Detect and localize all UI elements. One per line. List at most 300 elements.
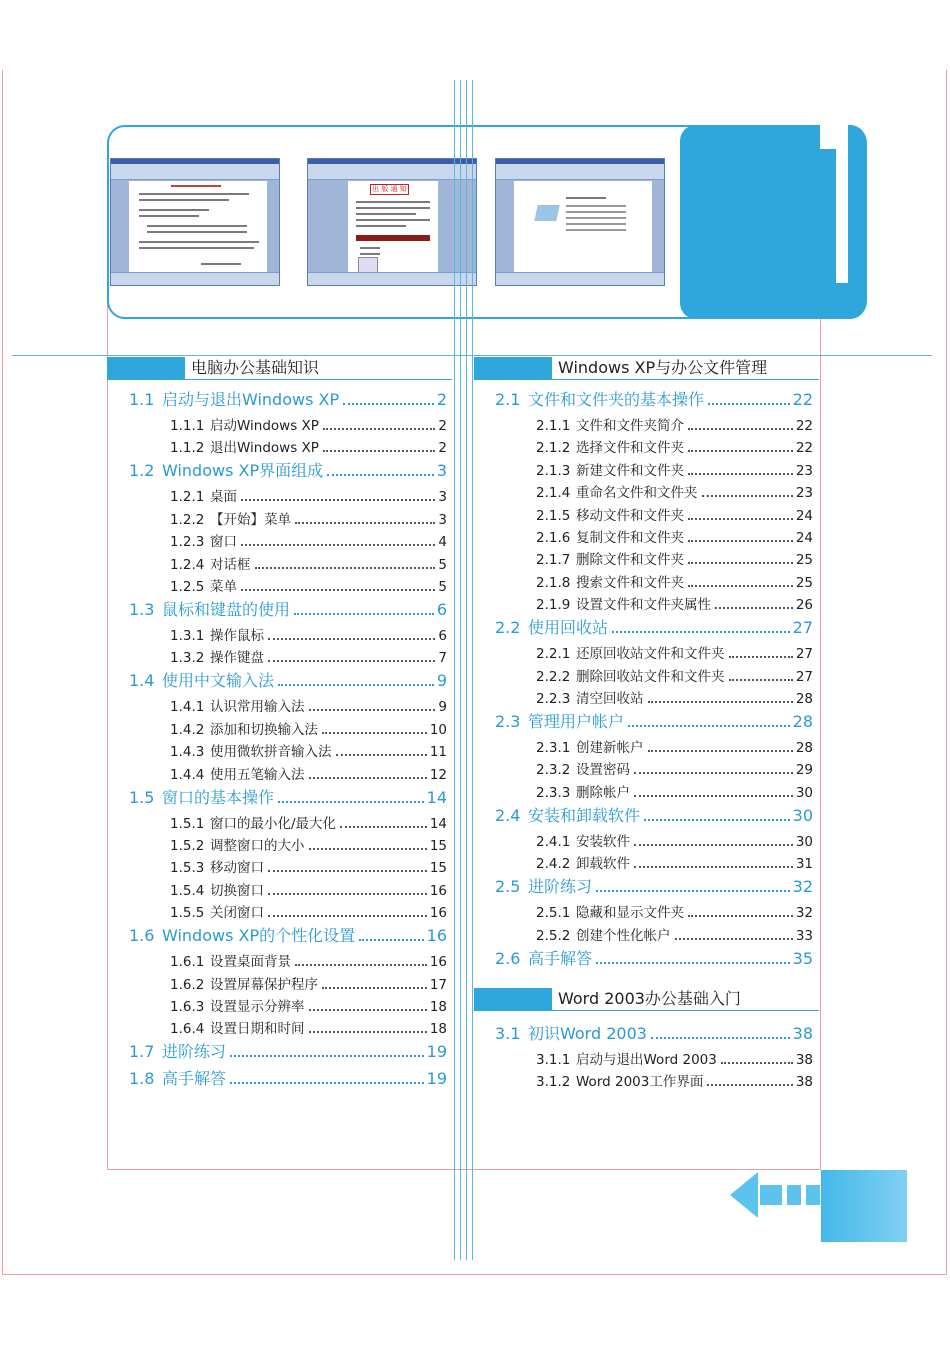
toc-leader-dots <box>278 801 424 803</box>
toc-leader-dots <box>729 656 793 658</box>
toc-title: 复制文件和文件夹 <box>576 530 684 546</box>
toc-leader-dots <box>634 844 793 846</box>
toc-number: 2.2.3 <box>536 691 571 707</box>
toc-number: 1.5.5 <box>170 905 205 922</box>
toc-leader-dots <box>688 428 793 430</box>
back-arrow-icon <box>730 1170 825 1220</box>
toc-number: 3.1 <box>495 1024 521 1043</box>
toc-title: 切换窗口 <box>210 882 264 899</box>
toc-subsection <box>170 553 447 573</box>
toc-subsection <box>536 414 813 434</box>
toc-leader-dots <box>241 499 435 501</box>
toc-leader-dots <box>340 826 427 828</box>
toc-page-number: 3 <box>438 489 447 506</box>
toc-leader-dots <box>729 679 793 681</box>
toc-page-number: 14 <box>426 787 447 807</box>
toc-number: 2.1.5 <box>536 507 571 524</box>
toc-number: 2.1.1 <box>536 418 571 434</box>
toc-leader-dots <box>688 473 793 475</box>
toc-title: 【开始】菜单 <box>210 511 291 528</box>
toc-section <box>129 1039 447 1061</box>
toc-subsection <box>536 687 813 707</box>
toc-number: 1.7 <box>129 1042 155 1062</box>
toc-leader-dots <box>688 518 793 520</box>
toc-title: 使用中文输入法 <box>162 671 275 691</box>
toc-title: 进阶练习 <box>162 1042 227 1062</box>
toc-leader-dots <box>309 1031 427 1033</box>
toc-leader-dots <box>241 544 435 546</box>
toc-section <box>129 668 447 690</box>
toc-leader-dots <box>336 754 427 756</box>
toc-page-number: 26 <box>795 597 813 614</box>
toc-subsection <box>170 856 447 876</box>
toc-title: 搜索文件和文件夹 <box>576 574 684 591</box>
toc-number: 2.4 <box>495 805 521 825</box>
toc-title: 还原回收站文件和文件夹 <box>576 646 725 663</box>
toc-subsection <box>536 758 813 778</box>
toc-title: 使用回收站 <box>528 618 609 638</box>
toc-title: 使用五笔输入法 <box>210 766 305 783</box>
toc-title: 清空回收站 <box>576 691 644 707</box>
toc-page-number: 30 <box>795 833 813 850</box>
toc-subsection <box>536 436 813 456</box>
toc-page-number: 9 <box>438 699 447 716</box>
toc-page-number: 7 <box>438 650 447 667</box>
toc-section <box>495 874 813 896</box>
toc-number: 2.3.2 <box>536 762 571 779</box>
toc-title: 窗口的基本操作 <box>162 787 275 807</box>
toc-page-number: 29 <box>795 762 813 779</box>
toc-leader-dots <box>278 684 434 686</box>
toc-title: 安装软件 <box>576 833 630 850</box>
toc-page-number: 28 <box>795 691 813 707</box>
toc-page-number: 38 <box>792 1024 813 1043</box>
toc-number: 2.3.1 <box>536 740 571 756</box>
toc-number: 1.2.4 <box>170 556 205 573</box>
toc-title: 设置桌面背景 <box>210 954 291 971</box>
toc-number: 1.2.2 <box>170 511 205 528</box>
chapter-1-header <box>107 357 452 380</box>
toc-page-number: 17 <box>429 976 447 993</box>
toc-number: 1.1.1 <box>170 418 205 434</box>
chapter-3-header <box>474 988 819 1011</box>
toc-leader-dots <box>322 732 427 734</box>
spine-line-4 <box>472 80 473 1260</box>
toc-title: 窗口 <box>210 534 237 551</box>
toc-title: 认识常用输入法 <box>210 699 305 716</box>
toc-number: 2.1.6 <box>536 530 571 546</box>
toc-subsection <box>536 736 813 756</box>
toc-subsection <box>536 571 813 591</box>
toc-page-number: 24 <box>795 507 813 524</box>
toc-page-number: 28 <box>795 740 813 756</box>
toc-number: 2.1.9 <box>536 597 571 614</box>
toc-number: 1.3.2 <box>170 650 205 667</box>
toc-leader-dots <box>309 709 436 711</box>
toc-title: 操作键盘 <box>210 650 264 667</box>
toc-page-number: 27 <box>795 668 813 685</box>
toc-subsection <box>536 593 813 613</box>
toc-number: 2.1.8 <box>536 574 571 591</box>
toc-leader-dots <box>634 866 793 868</box>
crop-line-bottom <box>2 1274 947 1275</box>
toc-leader-dots <box>707 1084 792 1086</box>
toc-leader-dots <box>648 750 793 752</box>
toc-subsection <box>170 718 447 738</box>
crop-line-right <box>946 70 947 1275</box>
toc-number: 1.4.3 <box>170 744 205 761</box>
toc-title: 删除帐户 <box>576 784 630 801</box>
toc-title: 文件和文件夹的基本操作 <box>528 390 705 409</box>
toc-title: 删除文件和文件夹 <box>576 552 684 569</box>
toc-leader-dots <box>327 474 434 476</box>
toc-leader-dots <box>648 701 793 703</box>
toc-number: 1.2.5 <box>170 579 205 595</box>
toc-page-number: 27 <box>795 646 813 663</box>
toc-title: Word 2003工作界面 <box>576 1074 704 1091</box>
toc-leader-dots <box>359 939 424 941</box>
toc-page-number: 24 <box>795 530 813 546</box>
toc-title: 启动与退出Word 2003 <box>576 1052 717 1068</box>
toc-title: 高手解答 <box>528 948 593 968</box>
toc-page-number: 5 <box>438 556 447 573</box>
toc-title: 桌面 <box>210 489 237 506</box>
toc-subsection <box>536 901 813 921</box>
toc-leader-dots <box>634 772 793 774</box>
toc-number: 2.4.1 <box>536 833 571 850</box>
toc-leader-dots <box>596 962 790 964</box>
toc-page-number: 4 <box>438 534 447 551</box>
toc-page-number: 15 <box>429 860 447 877</box>
toc-page-number: 35 <box>792 948 813 968</box>
toc-leader-dots <box>675 938 793 940</box>
toc-number: 1.6.2 <box>170 976 205 993</box>
toc-number: 1.6.3 <box>170 999 205 1015</box>
toc-section <box>495 387 813 409</box>
toc-leader-dots <box>343 403 434 405</box>
toc-title: 设置文件和文件夹属性 <box>576 597 711 614</box>
toc-page-number: 3 <box>438 511 447 528</box>
toc-page-number: 5 <box>438 579 447 595</box>
toc-page-number: 10 <box>429 721 447 738</box>
toc-page-number: 27 <box>792 618 813 638</box>
toc-subsection <box>536 852 813 872</box>
toc-title: 菜单 <box>210 579 237 595</box>
toc-subsection <box>536 548 813 568</box>
toc-subsection <box>536 526 813 546</box>
toc-subsection <box>536 459 813 479</box>
toc-leader-dots <box>612 631 790 633</box>
toc-title: 文件和文件夹简介 <box>576 418 684 434</box>
toc-subsection <box>170 973 447 993</box>
toc-leader-dots <box>323 428 435 430</box>
toc-title: 窗口的最小化/最大化 <box>210 815 337 832</box>
toc-leader-dots <box>628 725 790 727</box>
toc-page-number: 2 <box>436 390 447 409</box>
corner-tab-notch <box>820 125 836 149</box>
toc-number: 1.3.1 <box>170 628 205 644</box>
toc-subsection <box>170 485 447 505</box>
toc-number: 1.5.2 <box>170 838 205 854</box>
toc-number: 1.4.2 <box>170 721 205 738</box>
toc-title: 删除回收站文件和文件夹 <box>576 668 725 685</box>
toc-page-number: 33 <box>795 927 813 944</box>
toc-title: Windows XP界面组成 <box>162 461 324 481</box>
toc-title: 鼠标和键盘的使用 <box>162 600 291 619</box>
toc-title: 管理用户帐户 <box>528 712 625 731</box>
toc-number: 2.1.3 <box>536 462 571 479</box>
toc-leader-dots <box>268 893 427 895</box>
toc-page-number: 32 <box>792 877 813 897</box>
toc-subsection <box>536 504 813 524</box>
toc-leader-dots <box>721 1062 793 1064</box>
toc-title: 创建新帐户 <box>576 740 644 756</box>
toc-page-number: 16 <box>426 926 447 946</box>
toc-page-number: 14 <box>429 815 447 832</box>
toc-leader-dots <box>651 1037 790 1039</box>
toc-number: 1.2.1 <box>170 489 205 506</box>
toc-title: 进阶练习 <box>528 877 593 897</box>
spine-line-3 <box>466 80 467 1260</box>
toc-title: 选择文件和文件夹 <box>576 440 684 457</box>
toc-number: 1.2 <box>129 461 155 481</box>
toc-title: 设置日期和时间 <box>210 1021 305 1038</box>
toc-number: 2.3 <box>495 712 521 731</box>
toc-leader-dots <box>268 915 427 917</box>
toc-leader-dots <box>294 613 434 615</box>
chapter-2-title: Windows XP与办公文件管理 <box>558 358 768 377</box>
toc-number: 2.6 <box>495 948 521 968</box>
toc-number: 2.2.1 <box>536 646 571 663</box>
toc-page-number: 6 <box>438 628 447 644</box>
toc-page-number: 3 <box>436 461 447 481</box>
toc-title: 关闭窗口 <box>210 905 264 922</box>
toc-leader-dots <box>688 450 793 452</box>
toc-leader-dots <box>702 495 793 497</box>
toc-number: 1.1.2 <box>170 440 205 457</box>
toc-title: 设置显示分辨率 <box>210 999 305 1015</box>
toc-page-number: 6 <box>436 600 447 619</box>
toc-page-number: 38 <box>795 1074 813 1091</box>
toc-title: 对话框 <box>210 556 251 573</box>
toc-subsection <box>536 481 813 501</box>
toc-page-number: 19 <box>426 1069 447 1089</box>
toc-page-number: 22 <box>795 418 813 434</box>
toc-title: 高手解答 <box>162 1069 227 1089</box>
toc-page-number: 18 <box>429 1021 447 1038</box>
screenshot-thumbnail-2 <box>307 158 477 286</box>
toc-page-number: 32 <box>795 905 813 922</box>
spine-line-1 <box>454 80 455 1260</box>
toc-section <box>129 597 447 619</box>
toc-number: 1.2.3 <box>170 534 205 551</box>
toc-leader-dots <box>688 562 793 564</box>
toc-number: 2.2.2 <box>536 668 571 685</box>
toc-number: 2.5.2 <box>536 927 571 944</box>
toc-title: 新建文件和文件夹 <box>576 462 684 479</box>
toc-title: 操作鼠标 <box>210 628 264 644</box>
toc-number: 1.5.3 <box>170 860 205 877</box>
toc-subsection <box>170 901 447 921</box>
toc-section <box>129 1066 447 1088</box>
toc-number: 1.5.1 <box>170 815 205 832</box>
toc-page-number: 30 <box>795 784 813 801</box>
toc-title: 重命名文件和文件夹 <box>576 485 698 502</box>
toc-subsection <box>536 1070 813 1090</box>
toc-leader-dots <box>322 987 427 989</box>
toc-page-number: 38 <box>795 1052 813 1068</box>
toc-leader-dots <box>268 870 427 872</box>
toc-number: 1.5.4 <box>170 882 205 899</box>
toc-page-number: 2 <box>438 440 447 457</box>
toc-subsection <box>170 740 447 760</box>
toc-section <box>495 803 813 825</box>
toc-number: 2.1.7 <box>536 552 571 569</box>
toc-page-number: 2 <box>438 418 447 434</box>
toc-page-number: 31 <box>795 856 813 873</box>
toc-subsection <box>536 830 813 850</box>
toc-subsection <box>170 763 447 783</box>
toc-subsection <box>170 950 447 970</box>
toc-leader-dots <box>688 915 793 917</box>
toc-subsection <box>170 812 447 832</box>
toc-leader-dots <box>323 450 435 452</box>
toc-leader-dots <box>309 777 427 779</box>
toc-subsection <box>170 575 447 595</box>
toc-number: 2.2 <box>495 618 521 638</box>
toc-title: 创建个性化帐户 <box>576 927 671 944</box>
toc-subsection <box>170 530 447 550</box>
toc-number: 2.4.2 <box>536 856 571 873</box>
toc-section <box>495 1021 813 1043</box>
toc-leader-dots <box>230 1055 424 1057</box>
toc-leader-dots <box>295 964 427 966</box>
toc-leader-dots <box>708 403 790 405</box>
toc-title: 启动Windows XP <box>210 418 319 434</box>
toc-title: 添加和切换输入法 <box>210 721 318 738</box>
toc-page-number: 23 <box>795 462 813 479</box>
toc-page-number: 22 <box>795 440 813 457</box>
toc-subsection <box>170 834 447 854</box>
toc-page-number: 28 <box>792 712 813 731</box>
toc-subsection <box>170 695 447 715</box>
toc-leader-dots <box>230 1082 424 1084</box>
toc-section <box>129 923 447 945</box>
toc-number: 2.5.1 <box>536 905 571 922</box>
toc-page-number: 22 <box>792 390 813 409</box>
toc-number: 1.4 <box>129 671 155 691</box>
toc-section <box>495 615 813 637</box>
toc-subsection <box>170 995 447 1015</box>
toc-title: 设置屏幕保护程序 <box>210 976 318 993</box>
toc-number: 1.8 <box>129 1069 155 1089</box>
toc-subsection <box>536 665 813 685</box>
toc-number: 1.6.1 <box>170 954 205 971</box>
toc-title: 移动文件和文件夹 <box>576 507 684 524</box>
toc-leader-dots <box>309 848 427 850</box>
toc-number: 3.1.2 <box>536 1074 571 1091</box>
toc-number: 2.3.3 <box>536 784 571 801</box>
toc-section <box>129 458 447 480</box>
toc-leader-dots <box>715 607 793 609</box>
toc-page-number: 16 <box>429 954 447 971</box>
toc-leader-dots <box>309 1009 427 1011</box>
toc-page-number: 19 <box>426 1042 447 1062</box>
toc-page-number: 11 <box>429 744 447 761</box>
screenshot-thumbnail-1 <box>110 158 280 286</box>
toc-number: 1.4.4 <box>170 766 205 783</box>
toc-title: 退出Windows XP <box>210 440 319 457</box>
toc-number: 1.3 <box>129 600 155 619</box>
toc-title: 启动与退出Windows XP <box>162 390 340 409</box>
toc-title: 调整窗口的大小 <box>210 838 305 854</box>
toc-number: 1.6 <box>129 926 155 946</box>
toc-title: 移动窗口 <box>210 860 264 877</box>
toc-subsection <box>536 924 813 944</box>
toc-section <box>129 387 447 409</box>
toc-number: 1.6.4 <box>170 1021 205 1038</box>
toc-number: 1.5 <box>129 787 155 807</box>
toc-number: 1.1 <box>129 390 155 409</box>
toc-title: 使用微软拼音输入法 <box>210 744 332 761</box>
toc-title: Windows XP的个性化设置 <box>162 926 356 946</box>
toc-leader-dots <box>295 522 435 524</box>
page-tab-box <box>821 1170 907 1242</box>
toc-subsection <box>170 436 447 456</box>
toc-subsection <box>170 508 447 528</box>
toc-number: 1.4.1 <box>170 699 205 716</box>
toc-leader-dots <box>634 795 793 797</box>
toc-title: 初识Word 2003 <box>528 1024 647 1043</box>
toc-leader-dots <box>255 567 436 569</box>
toc-page-number: 9 <box>436 671 447 691</box>
toc-section <box>495 946 813 968</box>
toc-title: 设置密码 <box>576 762 630 779</box>
toc-subsection <box>536 642 813 662</box>
spine-line-2 <box>460 80 461 1260</box>
toc-page-number: 16 <box>429 882 447 899</box>
chapter-1-title: 电脑办公基础知识 <box>191 358 320 377</box>
toc-page-number: 25 <box>795 552 813 569</box>
toc-page-number: 16 <box>429 905 447 922</box>
toc-leader-dots <box>644 819 790 821</box>
toc-number: 2.1.2 <box>536 440 571 457</box>
toc-number: 3.1.1 <box>536 1052 571 1068</box>
toc-number: 2.1 <box>495 390 521 409</box>
toc-leader-dots <box>268 660 435 662</box>
crop-line-left <box>2 70 3 1275</box>
toc-page-number: 23 <box>795 485 813 502</box>
corner-tab-bar <box>836 125 848 283</box>
chapter-2-header <box>474 357 819 380</box>
toc-subsection <box>170 646 447 666</box>
toc-page-number: 18 <box>429 999 447 1015</box>
toc-subsection <box>170 1017 447 1037</box>
toc-number: 2.5 <box>495 877 521 897</box>
toc-subsection <box>170 414 447 434</box>
thumbnail-title-text: 出 版 通 知 <box>372 185 407 193</box>
toc-page-number: 25 <box>795 574 813 591</box>
toc-leader-dots <box>596 890 790 892</box>
toc-subsection <box>170 879 447 899</box>
toc-page-number: 15 <box>429 838 447 854</box>
toc-page-number: 30 <box>792 805 813 825</box>
toc-title: 卸载软件 <box>576 856 630 873</box>
toc-subsection <box>536 781 813 801</box>
toc-title: 隐藏和显示文件夹 <box>576 905 684 922</box>
toc-number: 2.1.4 <box>536 485 571 502</box>
toc-section <box>495 709 813 731</box>
